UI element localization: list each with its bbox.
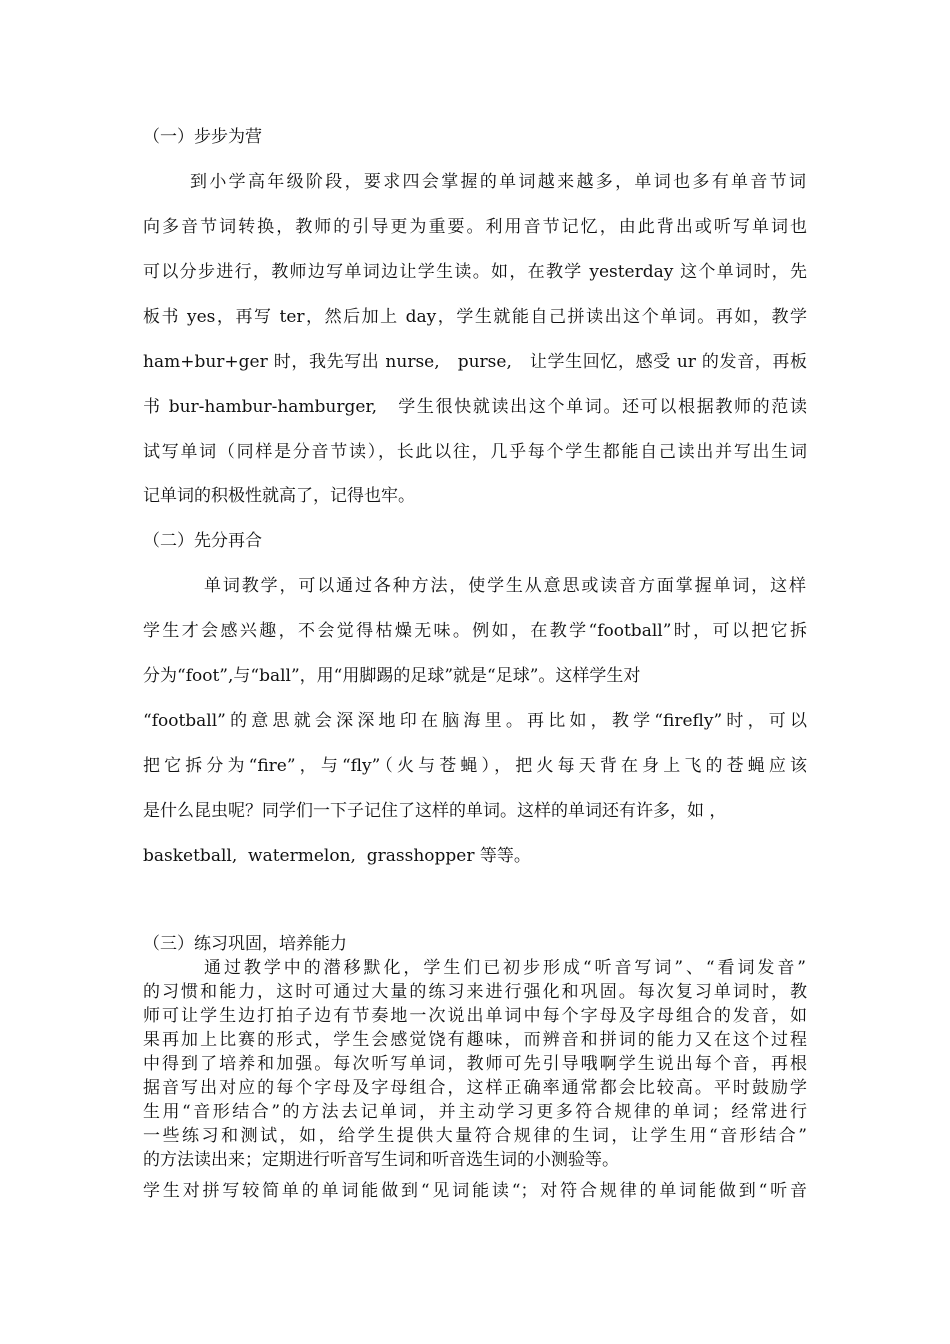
paragraph-line: 单词教学，可以通过各种方法，使学生从意思或读音方面掌握单词，这样	[204, 576, 806, 596]
paragraph-line: 记单词的积极性就高了，记得也牢。	[143, 486, 415, 506]
paragraph-line: “football”的意思就会深深地印在脑海里。再比如，教学“firefly”时，可以	[143, 711, 807, 731]
paragraph-line: 书 bur-hambur-hamburger, 学生很快就读出这个单词。还可以根据教师的范读	[143, 397, 807, 417]
paragraph-line: 到小学高年级阶段，要求四会掌握的单词越来越多，单词也多有单音节词	[190, 172, 806, 192]
paragraph-line: 分为“foot”,与“ball”，用“用脚踢的足球”就是“足球”。这样学生对	[143, 666, 641, 686]
paragraph-line: 果再加上比赛的形式，学生会感觉饶有趣味，而辨音和拼词的能力又在这个过程	[143, 1030, 807, 1050]
paragraph-line: 试写单词（同样是分音节读），长此以往，几乎每个学生都能自己读出并写出生词	[143, 442, 807, 462]
paragraph-line: 的习惯和能力，这时可通过大量的练习来进行强化和巩固。每次复习单词时，教	[143, 982, 807, 1002]
paragraph-line: 板书 yes，再写 ter，然后加上 day，学生就能自己拼读出这个单词。再如，教学	[143, 307, 807, 327]
paragraph-line: 向多音节词转换，教师的引导更为重要。利用音节记忆，由此背出或听写单词也	[143, 217, 807, 237]
paragraph-line: 中得到了培养和加强。每次听写单词，教师可先引导哦啊学生说出每个音，再根	[143, 1054, 807, 1074]
paragraph-line: 生用“音形结合”的方法去记单词，并主动学习更多符合规律的单词；经常进行	[143, 1102, 807, 1122]
paragraph-line: 一些练习和测试，如，给学生提供大量符合规律的生词，让学生用“音形结合”	[143, 1126, 807, 1146]
paragraph-line: 通过教学中的潜移默化，学生们已初步形成“听音写词”、“看词发音”	[204, 958, 806, 978]
paragraph-line: 可以分步进行，教师边写单词边让学生读。如，在教学 yesterday 这个单词时，先	[143, 262, 807, 282]
paragraph-line: 据音写出对应的每个字母及字母组合，这样正确率通常都会比较高。平时鼓励学	[143, 1078, 807, 1098]
paragraph-line: 学生对拼写较简单的单词能做到“见词能读“；对符合规律的单词能做到“听音	[143, 1181, 807, 1201]
paragraph-line: basketball, watermelon, grasshopper 等等。	[143, 846, 531, 866]
paragraph-line: ham+bur+ger 时，我先写出 nurse, purse, 让学生回忆，感受 ur 的发音，再板	[143, 352, 807, 372]
section-heading-3: （三）练习巩固，培养能力	[143, 934, 347, 954]
section-heading-2: （二）先分再合	[143, 531, 262, 551]
paragraph-line: 把它拆分为“fire”，与“fly”（火与苍蝇），把火每天背在身上飞的苍蝇应该	[143, 756, 807, 776]
paragraph-line: 学生才会感兴趣，不会觉得枯燥无味。例如，在教学“football”时，可以把它拆	[143, 621, 807, 641]
paragraph-line: 是什么昆虫呢？同学们一下子记住了这样的单词。这样的单词还有许多，如 ，	[143, 801, 727, 821]
paragraph-line: 的方法读出来；定期进行听音写生词和听音选生词的小测验等。	[143, 1150, 619, 1170]
paragraph-line: 师可让学生边打拍子边有节奏地一次说出单词中每个字母及字母组合的发音，如	[143, 1006, 807, 1026]
section-heading-1: （一）步步为营	[143, 127, 262, 147]
